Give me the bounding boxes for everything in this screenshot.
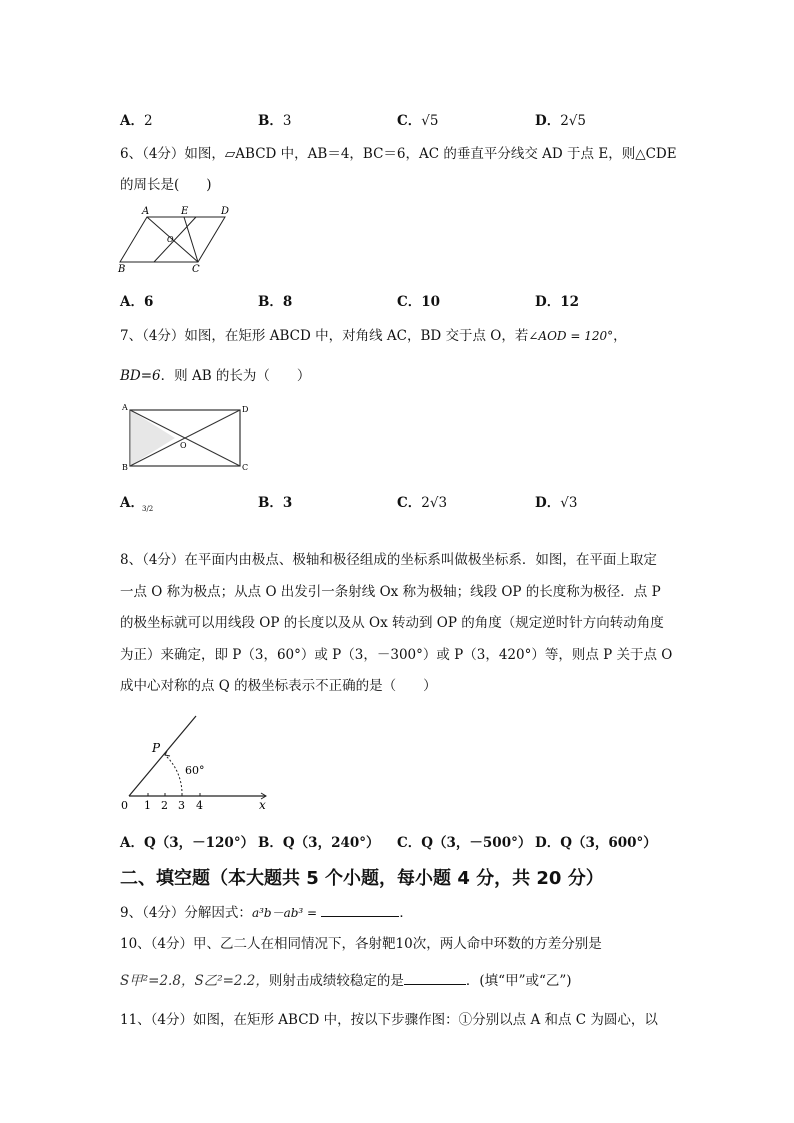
q8-option-b: B．Q（3，240°） [258,835,380,851]
q8-tick-label-4: 4 [196,799,203,812]
q6-option-b: B．8 [258,294,293,310]
q8-label-p: P [152,741,161,755]
q8-stem-line2: 一点 O 称为极点；从点 O 出发引一条射线 Ox 称为极轴；线段 OP 的长度称为极径．点 P [120,584,661,600]
q7-option-a: A． 3/2 [120,495,154,513]
q7-option-b: B．3 [258,495,293,511]
q8-label-angle: 60° [185,764,205,777]
q8-label-x: x [259,798,266,812]
q8-angle-arc [165,755,182,795]
q8-stem-line5: 成中心对称的点 Q 的极坐标表示不正确的是（ ） [120,678,437,694]
q7-label-a: A [122,403,128,412]
q9-stem: 9、（4分）分解因式：a³b－ab³ = ． [120,902,413,923]
q7-label-d: D [242,405,249,414]
q7-shaded-triangle [130,410,175,466]
q8-polar-figure [118,712,278,812]
q10-variance-yi: S乙²=2.2， [194,973,269,989]
q8-stem-line4: 为正）来确定，即 P（3，60°）或 P（3，－300°）或 P（3，420°）等，则点 P 关于点 O [120,647,673,663]
q7-stem-line1: 7、（4分）如图，在矩形 ABCD 中，对角线 AC，BD 交于点 O，若∠AOD = 120°， [120,328,627,344]
q10-answer-blank[interactable] [404,970,466,985]
q5-option-d: D．2√5 [535,113,586,129]
q8-ray-op [129,716,196,796]
section2-title: 二、填空题（本大题共 5 个小题，每小题 4 分，共 20 分） [120,868,604,889]
q6-label-o: O [167,235,174,244]
q8-tick-label-1: 1 [144,799,151,812]
q7-rectangle-figure [120,402,250,472]
q6-stem-line1: 6、（4分）如图，▱ABCD 中，AB＝4，BC＝6，AC 的垂直平分线交 AD 于点 E，则△CDE [120,146,677,162]
q8-stem-line1: 8、（4分）在平面内由极点、极轴和极径组成的坐标系叫做极坐标系．如图，在平面上取定 [120,552,657,568]
q10-stem-line2: S甲²=2.8，S乙²=2.2，则射击成绩较稳定的是 ．(填“甲”或“乙”) [120,970,572,991]
q8-tick-label-2: 2 [161,799,168,812]
q7-label-b: B [122,463,128,472]
q6-option-d: D．12 [535,294,580,310]
q6-option-c: C．10 [397,294,441,310]
q5-option-b: B．3 [258,113,292,129]
q6-label-b: B [118,264,126,275]
q8-option-a: A．Q（3，－120°） [120,835,255,851]
q11-stem-line1: 11、（4分）如图，在矩形 ABCD 中，按以下步骤作图：①分别以点 A 和点 C 为圆心，以 [120,1012,658,1028]
q6-label-e: E [181,206,189,217]
q8-stem-line3: 的极坐标就可以用线段 OP 的长度以及从 Ox 转动到 OP 的角度（规定逆时针方向转动角度 [120,615,664,631]
q5-option-a: A．2 [120,113,153,129]
q9-answer-blank[interactable] [321,902,399,917]
q5-option-c: C．√5 [397,113,439,129]
q6-label-d: D [221,206,230,217]
q8-tick-label-3: 3 [178,799,185,812]
q7-label-c: C [242,463,249,472]
q7-option-c: C．2√3 [397,495,448,511]
q7-label-o: O [180,441,187,450]
q7-angle-expression: ∠AOD = 120° [528,329,614,343]
q9-expression: a³b－ab³ = [251,906,318,920]
q6-label-a: A [142,206,150,217]
q8-option-c: C．Q（3，－500°） [397,835,532,851]
q8-label-origin: 0 [121,799,128,812]
q6-stem-line2: 的周长是( ) [120,177,212,193]
q7-option-d: D．√3 [535,495,578,511]
q6-label-c: C [192,264,200,275]
q6-parallelogram-figure [118,204,243,276]
q10-stem-line1: 10、（4分）甲、乙二人在相同情况下，各射靶10次，两人命中环数的方差分别是 [120,936,602,952]
q7-stem-line2: BD=6．则 AB 的长为（ ） [120,368,311,384]
q8-option-d: D．Q（3，600°） [535,835,657,851]
q6-option-a: A．6 [120,294,154,310]
q10-variance-jia: S甲²=2.8， [120,973,195,989]
